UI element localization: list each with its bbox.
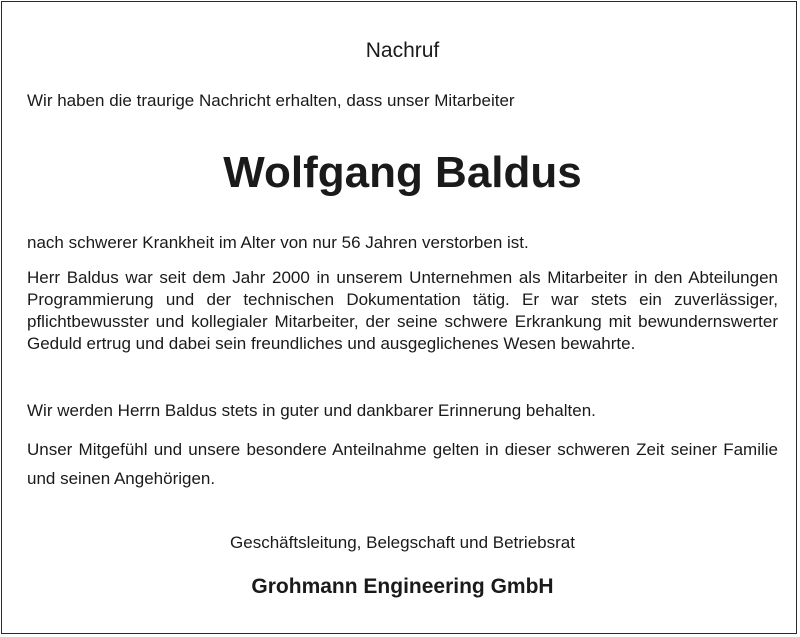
deceased-name: Wolfgang Baldus <box>223 148 582 197</box>
obituary-frame <box>1 1 797 634</box>
intro-text: Wir haben die traurige Nachricht erhalten, dass unser Mitarbeiter <box>27 91 515 110</box>
death-statement: nach schwerer Krankheit im Alter von nur 56 Jahren verstorben ist. <box>27 233 529 252</box>
career-paragraph: Herr Baldus war seit dem Jahr 2000 in unserem Unternehmen als Mitarbeiter in den Abteilungen Programmierung und der technischen Dokumentation tätig. Er war stets ein zuverlässiger, pflichtbewusster und kollegialer Mitarbeiter, der seine schwere Erkrankung mit bewundernswerter Geduld ertrug und dabei sein freundliches und ausgeglichenes Wesen bewahrte. <box>27 268 778 353</box>
signers-line: Geschäftsleitung, Belegschaft und Betriebsrat <box>230 533 575 552</box>
company-name: Grohmann Engineering GmbH <box>251 575 554 598</box>
sympathy-paragraph: Unser Mitgefühl und unsere besondere Anteilnahme gelten in dieser schweren Zeit seiner Familie und seinen Angehörigen. <box>27 440 778 488</box>
obituary-title: Nachruf <box>365 39 440 62</box>
memory-statement: Wir werden Herrn Baldus stets in guter und dankbarer Erinnerung behalten. <box>27 401 596 420</box>
